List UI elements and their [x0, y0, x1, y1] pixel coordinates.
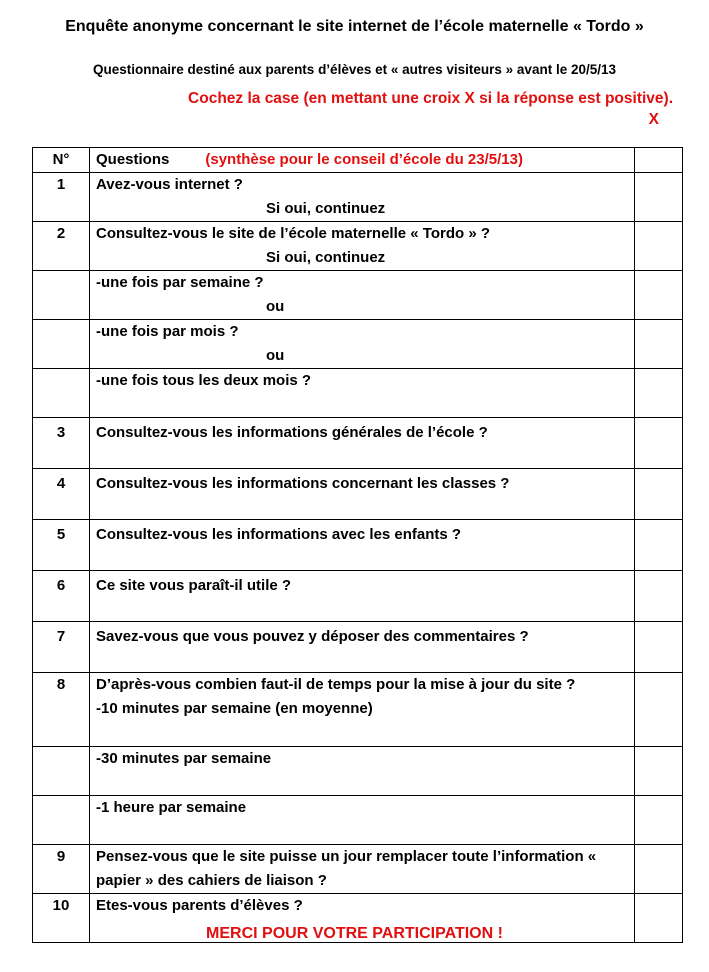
table-row [33, 520, 683, 571]
question-number: 6 [33, 571, 90, 622]
answer-checkbox[interactable] [635, 747, 683, 796]
answer-checkbox[interactable] [635, 469, 683, 520]
answer-checkbox[interactable] [635, 271, 683, 320]
instruction-text [188, 88, 673, 130]
question-text: Pensez-vous que le site puisse un jour remplacer toute l’information « papier » des cahiers de liaison ? [90, 845, 635, 894]
question-text: -1 heure par semaine [90, 796, 635, 845]
page-subtitle: Questionnaire destiné aux parents d’élèves et « autres visiteurs » avant le 20/5/13 [93, 62, 616, 77]
table-row [33, 622, 683, 673]
question-text: Etes-vous parents d’élèves ? [90, 894, 635, 943]
table-row [33, 320, 683, 369]
table-row [33, 271, 683, 320]
question-number [33, 747, 90, 796]
answer-option: -10 minutes par semaine (en moyenne) [96, 700, 373, 717]
question-text [90, 673, 635, 747]
table-row [33, 469, 683, 520]
thanks-footer: MERCI POUR VOTRE PARTICIPATION ! [206, 925, 503, 942]
page-title: Enquête anonyme concernant le site internet de l’école maternelle « Tordo » [65, 18, 644, 35]
or-note: ou [266, 347, 285, 364]
answer-checkbox[interactable] [635, 369, 683, 418]
table-row [33, 369, 683, 418]
question-number [33, 369, 90, 418]
question-number: 3 [33, 418, 90, 469]
question-text [90, 271, 635, 320]
question-number [33, 320, 90, 369]
question-text [90, 320, 635, 369]
question-number: 8 [33, 673, 90, 747]
question-label: D’après-vous combien faut-il de temps pour la mise à jour du site ? [96, 676, 576, 693]
answer-checkbox[interactable] [635, 571, 683, 622]
questions-label: Questions [96, 151, 170, 168]
question-text: Consultez-vous les informations avec les enfants ? [90, 520, 635, 571]
table-row [33, 747, 683, 796]
answer-checkbox[interactable] [635, 796, 683, 845]
answer-checkbox[interactable] [635, 320, 683, 369]
continue-note: Si oui, continuez [266, 200, 386, 217]
question-text [90, 173, 635, 222]
synthesis-note: (synthèse pour le conseil d’école du 23/5/13) [205, 151, 523, 168]
x-mark: X [648, 111, 659, 128]
table-row [33, 418, 683, 469]
instruction-line: Cochez la case (en mettant une croix X si la réponse est positive). [188, 90, 673, 107]
question-label: -une fois par mois ? [96, 323, 239, 340]
question-number: 5 [33, 520, 90, 571]
question-number: 9 [33, 845, 90, 894]
question-label: -une fois par semaine ? [96, 274, 264, 291]
column-header-number: N° [33, 148, 90, 173]
table-row [33, 796, 683, 845]
question-text: Ce site vous paraît-il utile ? [90, 571, 635, 622]
table-header-row [33, 148, 683, 173]
question-number [33, 271, 90, 320]
or-note: ou [266, 298, 285, 315]
question-text: Savez-vous que vous pouvez y déposer des commentaires ? [90, 622, 635, 673]
question-number: 2 [33, 222, 90, 271]
question-text: -30 minutes par semaine [90, 747, 635, 796]
checkbox-header [635, 148, 683, 173]
table-row [33, 673, 683, 747]
survey-table [32, 147, 683, 943]
table-row [33, 173, 683, 222]
question-number: 1 [33, 173, 90, 222]
question-text: Consultez-vous les informations concernant les classes ? [90, 469, 635, 520]
answer-checkbox[interactable] [635, 845, 683, 894]
question-number [33, 796, 90, 845]
continue-note: Si oui, continuez [266, 249, 386, 266]
table-row [33, 222, 683, 271]
question-label: Consultez-vous le site de l’école maternelle « Tordo » ? [96, 225, 490, 242]
answer-checkbox[interactable] [635, 520, 683, 571]
question-text [90, 222, 635, 271]
answer-checkbox[interactable] [635, 673, 683, 747]
question-number: 10 [33, 894, 90, 943]
question-label: Avez-vous internet ? [96, 176, 243, 193]
answer-checkbox[interactable] [635, 173, 683, 222]
column-header-questions [90, 148, 635, 173]
answer-checkbox[interactable] [635, 418, 683, 469]
question-label: -une fois tous les deux mois ? [96, 372, 312, 389]
table-row [33, 845, 683, 894]
answer-checkbox[interactable] [635, 622, 683, 673]
question-text [90, 369, 635, 418]
question-text: Consultez-vous les informations générales de l’école ? [90, 418, 635, 469]
table-row [33, 571, 683, 622]
answer-checkbox[interactable] [635, 222, 683, 271]
question-number: 7 [33, 622, 90, 673]
question-number: 4 [33, 469, 90, 520]
